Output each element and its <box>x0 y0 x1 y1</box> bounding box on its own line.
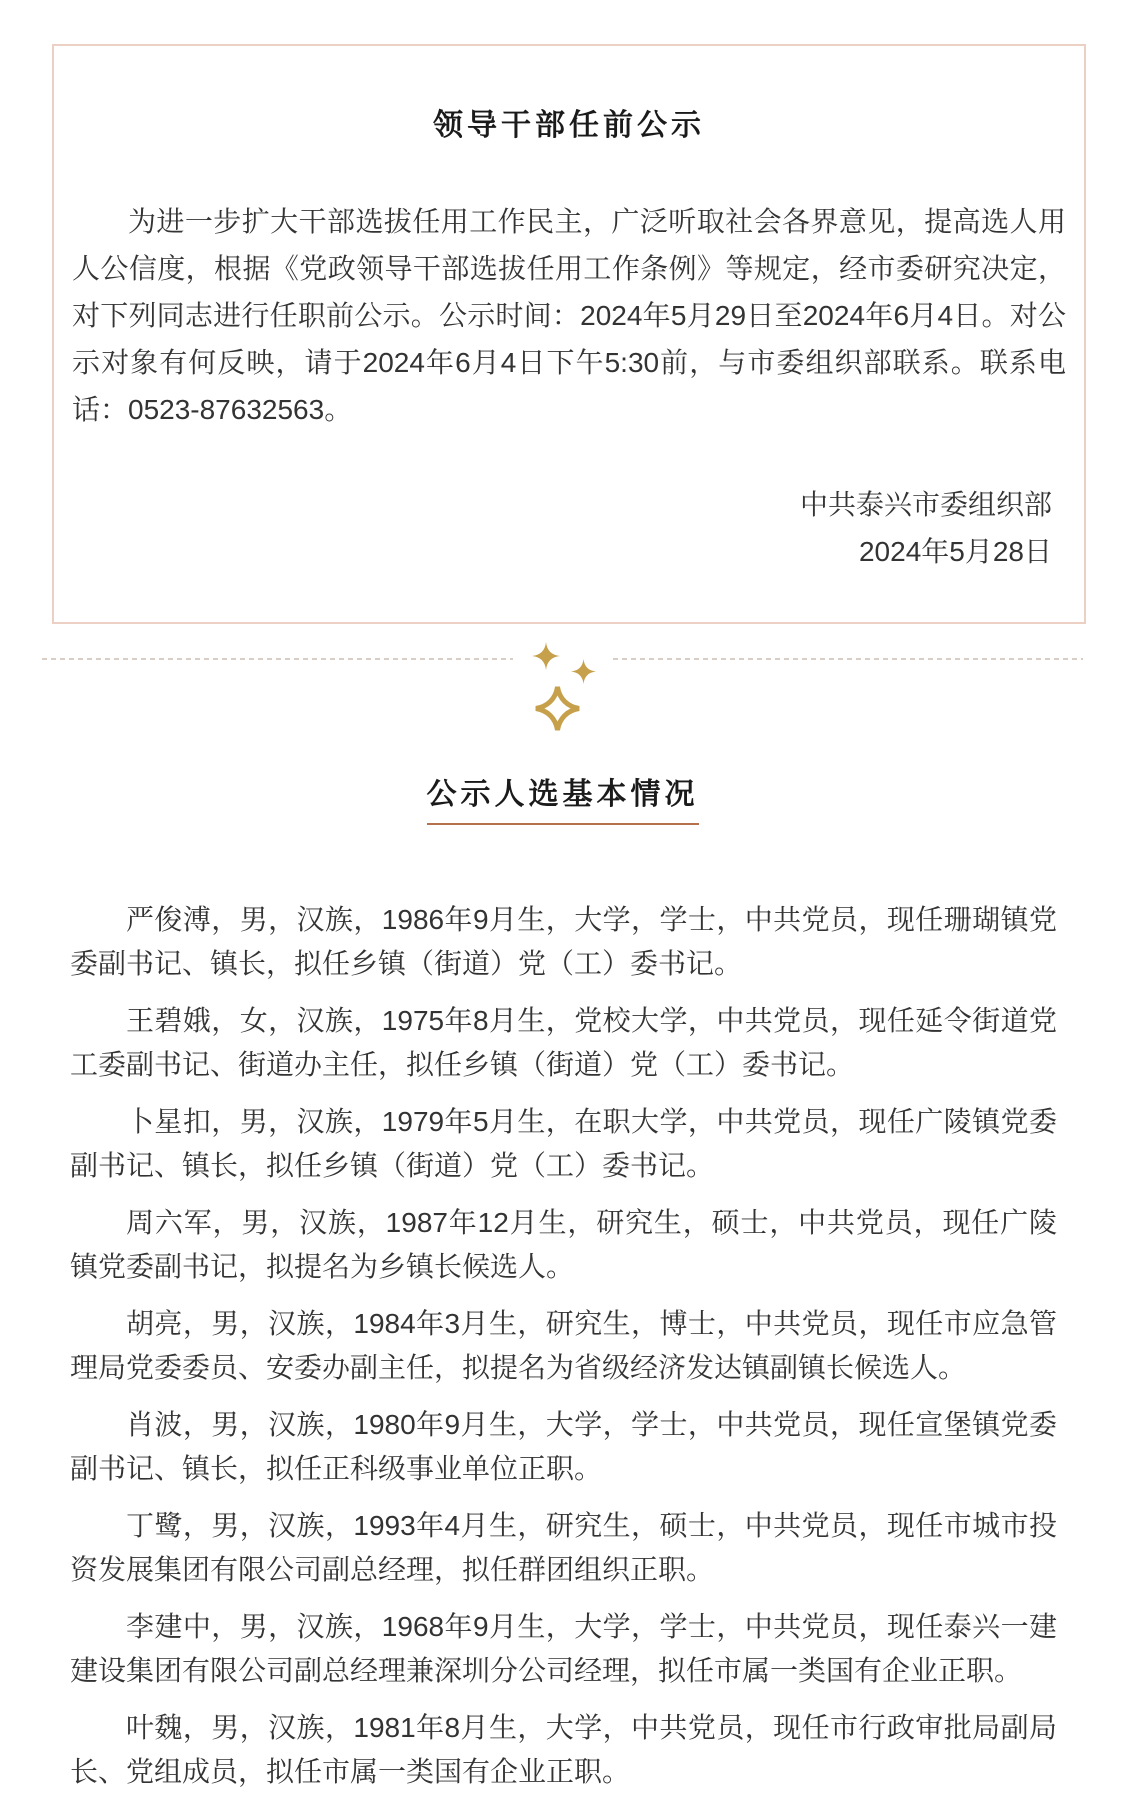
sparkle-cluster <box>513 624 613 735</box>
notice-title: 领导干部任前公示 <box>433 109 705 142</box>
person-entry: 胡亮，男，汉族，1984年3月生，研究生，博士，中共党员，现任市应急管理局党委委员、安委办副主任，拟提名为省级经济发达镇副镇长候选人。 <box>70 1308 1057 1383</box>
person-entry: 叶魏，男，汉族，1981年8月生，大学，中共党员，现任市行政审批局副局长、党组成员，拟任市属一类国有企业正职。 <box>70 1712 1057 1787</box>
sparkle-outline-icon <box>535 687 578 730</box>
person-entry: 卜星扣，男，汉族，1979年5月生，在职大学，中共党员，现任广陵镇党委副书记、镇长，拟任乡镇（街道）党（工）委书记。 <box>70 1106 1057 1181</box>
person-entry: 肖波，男，汉族，1980年9月生，大学，学士，中共党员，现任宣堡镇党委副书记、镇长，拟任正科级事业单位正职。 <box>70 1409 1057 1484</box>
notice-signature: 中共泰兴市委组织部 <box>799 489 1052 520</box>
section-title <box>0 777 1125 825</box>
notice-box <box>52 44 1086 624</box>
sparkle-filled-small-icon <box>571 659 596 684</box>
section-divider <box>42 624 1083 736</box>
person-entry: 丁鹭，男，汉族，1993年4月生，研究生，硕士，中共党员，现任市城市投资发展集团有限公司副总经理，拟任群团组织正职。 <box>70 1510 1057 1585</box>
people-list <box>70 898 1057 1794</box>
person-entry: 李建中，男，汉族，1968年9月生，大学，学士，中共党员，现任泰兴一建建设集团有限公司副总经理兼深圳分公司经理，拟任市属一类国有企业正职。 <box>70 1611 1057 1686</box>
dashed-line-right <box>613 658 1084 660</box>
section-title-text: 公示人选基本情况 <box>427 777 699 825</box>
notice-date: 2024年5月28日 <box>858 536 1052 567</box>
person-entry: 严俊溥，男，汉族，1986年9月生，大学，学士，中共党员，现任珊瑚镇党委副书记、镇长，拟任乡镇（街道）党（工）委书记。 <box>70 904 1057 979</box>
dashed-line-left <box>42 658 513 660</box>
sparkle-filled-large-icon <box>532 642 560 670</box>
notice-body-text: 为进一步扩大干部选拔任用工作民主，广泛听取社会各界意见，提高选人用人公信度，根据《党政领导干部选拔任用工作条例》等规定，经市委研究决定，对下列同志进行任职前公示。公示时间：2024年5月29日至2024年6月4日。对公示对象有何反映，请于2024年6月4日下午5:30前，与市委组织部联系。联系电话：0523-87632563。 <box>72 206 1066 425</box>
person-entry: 王碧娥，女，汉族，1975年8月生，党校大学，中共党员，现任延令街道党工委副书记、街道办主任，拟任乡镇（街道）党（工）委书记。 <box>70 1005 1057 1080</box>
person-entry: 周六军，男，汉族，1987年12月生，研究生，硕士，中共党员，现任广陵镇党委副书记，拟提名为乡镇长候选人。 <box>70 1207 1057 1282</box>
